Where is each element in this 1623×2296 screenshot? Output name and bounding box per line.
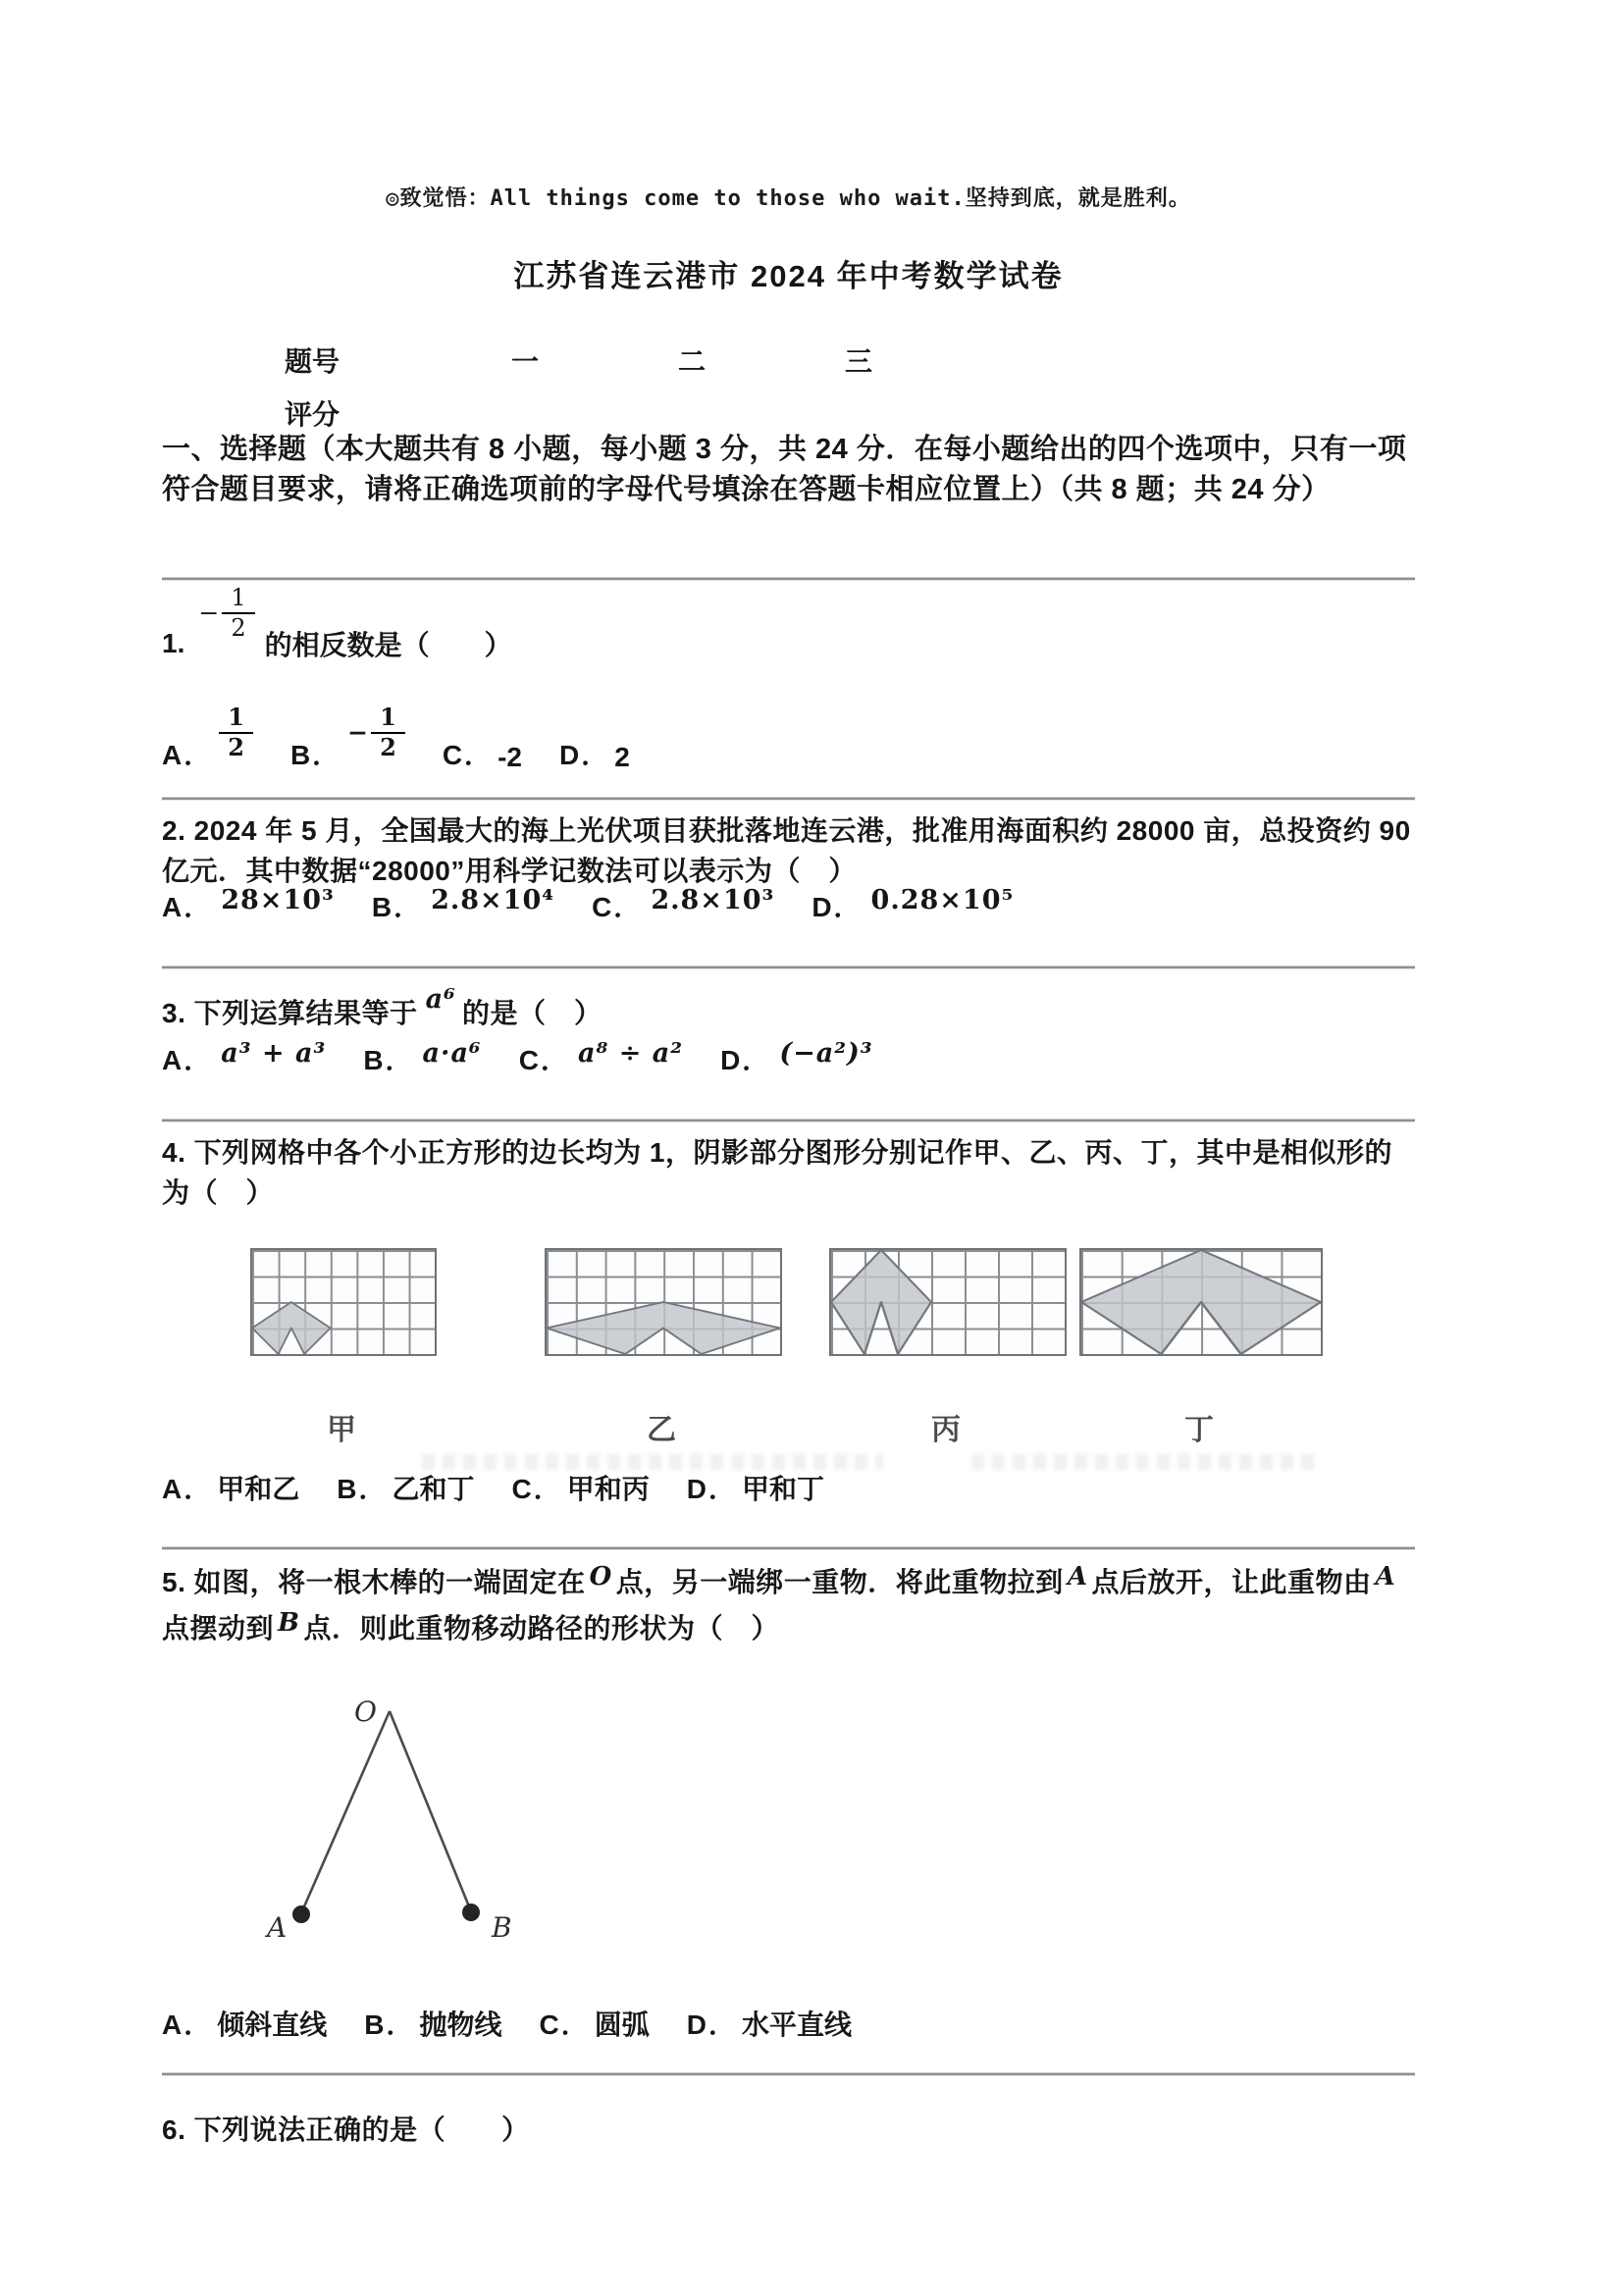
grid-figure-jia <box>250 1248 437 1356</box>
question-5-stem: 5. 如图，将一根木棒的一端固定在 O 点，另一端绑一重物．将此重物拉到 A 点后放开，让此重物由 A点摆动到 B 点．则此重物移动路径的形状为（ ） <box>162 1560 1415 1652</box>
shaded-shape-yi <box>547 1250 780 1354</box>
question-1-text: 的相反数是（ ） <box>264 629 512 660</box>
figure-label-bing: 丙 <box>931 1414 961 1446</box>
minus-sign: − <box>198 599 220 628</box>
point-O: O <box>589 1562 612 1592</box>
question-4-options <box>162 1468 1415 1509</box>
a-power-6: a⁶ <box>425 984 456 1015</box>
option-d: D． (−a²)³ <box>720 1038 873 1075</box>
pendulum-figure <box>253 1680 569 1976</box>
shaded-shape-bing <box>831 1250 1065 1354</box>
divider <box>162 965 1415 969</box>
question-6-stem: 6. 下列说法正确的是（ ） <box>162 2114 530 2145</box>
figure-label-jia: 甲 <box>327 1414 356 1446</box>
divider <box>162 577 1415 581</box>
score-table-header-row <box>285 334 1538 387</box>
option-b: B． − $\frac{1}{2}$ <box>290 704 405 775</box>
question-4-stem: 4. 下列网格中各个小正方形的边长均为 1，阴影部分图形分别记作甲、乙、丙、丁，其中是相似形的为（ ） <box>162 1137 1392 1208</box>
option-a: A． a³ + a³ <box>162 1038 327 1075</box>
option-a: A． 倾斜直线 <box>162 2009 328 2040</box>
option-c: C． 甲和丙 <box>511 1474 650 1504</box>
figure-label-yi: 乙 <box>647 1414 676 1446</box>
divider <box>162 1119 1415 1122</box>
shaded-shape-jia <box>252 1250 435 1354</box>
option-c: C． a⁸ ÷ a² <box>518 1038 684 1075</box>
motto-line: ◎致觉悟：All things come to those who wait.坚持到底，就是胜利。 <box>386 186 1191 211</box>
option-a: A． 甲和乙 <box>162 1474 300 1504</box>
option-b: B． 抛物线 <box>364 2009 502 2040</box>
option-d: D． 水平直线 <box>686 2009 852 2040</box>
point-B: B <box>278 1608 300 1638</box>
score-table-col-2: 二 <box>677 346 706 377</box>
divider <box>162 797 1415 801</box>
figure-label-ding: 丁 <box>1184 1414 1214 1446</box>
option-b: B． a·a⁶ <box>363 1038 482 1075</box>
option-b: B． 乙和丁 <box>337 1474 475 1504</box>
grid-figure-ding <box>1079 1248 1323 1356</box>
question-3-stem: 3. 下列运算结果等于 a⁶ 的是（ ） <box>162 979 1415 1035</box>
score-table-score-label: 评分 <box>285 399 340 430</box>
option-c: C． -2 <box>442 739 522 772</box>
rod-OB <box>390 1711 471 1911</box>
point-A: A <box>1067 1562 1088 1592</box>
label-B: B <box>492 1911 512 1944</box>
score-table-header-label: 题号 <box>285 346 340 377</box>
section1-heading: 一、选择题（本大题共有 8 小题，每小题 3 分，共 24 分．在每小题给出的四个选项中，只有一项符合题目要求，请将正确选项前的字母代号填涂在答题卡相应位置上）（共 8 题；共 24 分） <box>162 434 1407 505</box>
weight-at-B <box>462 1904 480 1921</box>
page-title: 江苏省连云港市 2024 年中考数学试卷 <box>513 259 1064 293</box>
point-A: A <box>1375 1562 1396 1592</box>
question-5-options <box>162 2004 1415 2045</box>
divider <box>162 1546 1415 1550</box>
grid-figure-bing <box>829 1248 1067 1356</box>
option-c: C． 2.8×10³ <box>592 885 775 922</box>
question-1-stem <box>162 585 1415 667</box>
option-d: D． 2 <box>558 739 630 772</box>
weight-at-A <box>292 1905 310 1923</box>
shaded-shape-ding <box>1081 1250 1321 1354</box>
label-A: A <box>267 1911 288 1944</box>
option-a: A． $\frac{1}{2}$ <box>162 704 253 775</box>
question-1-fraction: − $\frac{1}{2}$ <box>198 585 254 642</box>
divider <box>162 2072 1415 2076</box>
rod-OA <box>301 1711 390 1913</box>
score-table-col-1: 一 <box>510 346 539 377</box>
option-d: D． 0.28×10⁵ <box>812 885 1015 922</box>
score-table-col-3: 三 <box>844 346 872 377</box>
option-c: C． 圆弧 <box>539 2009 650 2040</box>
question-2-options <box>162 885 1415 927</box>
option-b: B． 2.8×10⁴ <box>371 885 555 922</box>
grid-figure-yi <box>545 1248 782 1356</box>
option-d: D． 甲和丁 <box>686 1474 824 1504</box>
label-O: O <box>354 1696 377 1728</box>
question-3-options <box>162 1038 1415 1080</box>
question-2-stem: 2. 2024 年 5 月，全国最大的海上光伏项目获批落地连云港，批准用海面积约 28000 亩，总投资约 90 亿元．其中数据“28000”用科学记数法可以表示为（ ） <box>162 815 1411 886</box>
score-table <box>162 334 1538 440</box>
question-1-number: 1. <box>162 627 185 658</box>
option-a: A． 28×10³ <box>162 885 335 922</box>
question-1-options <box>162 704 1415 775</box>
